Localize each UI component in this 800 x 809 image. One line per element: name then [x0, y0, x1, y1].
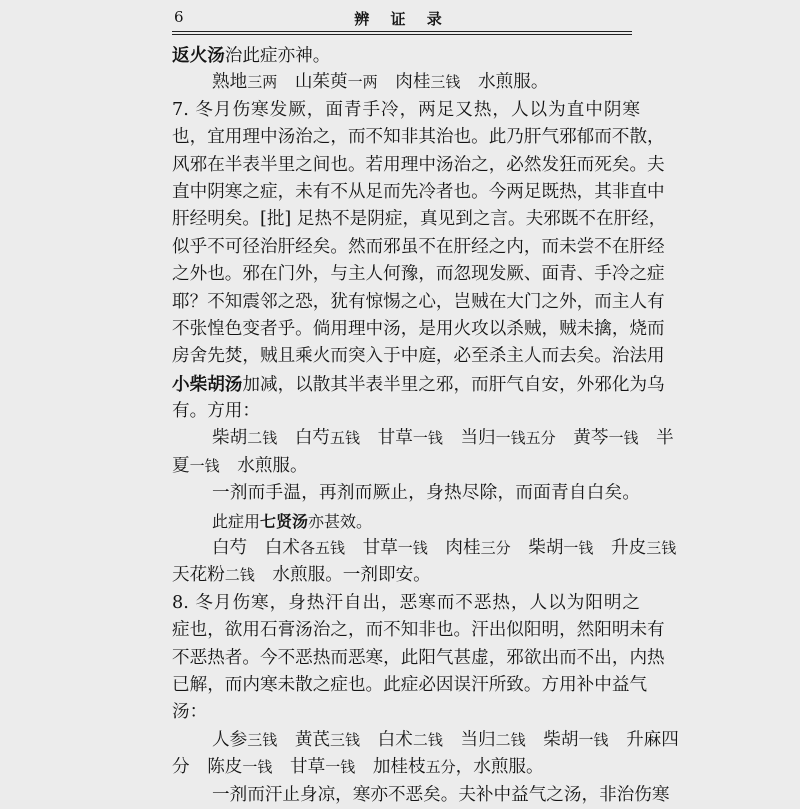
text-line: 之外也。邪在门外，与主人何豫，而忽现发厥、面青、手冷之症 [172, 264, 665, 285]
header-rule-top [172, 31, 632, 32]
text-line: 人参三钱 黄芪三钱 白术二钱 当归二钱 柴胡一钱 升麻四 [212, 729, 679, 750]
text-line: 直中阴寒之症，未有不从足而先冷者也。今两足既热，其非直中 [172, 181, 665, 202]
text-line: 一剂而汗止身凉，寒亦不恶矣。夫补中益气之汤，非治伤寒 [212, 784, 670, 805]
text-line: 7. 冬月伤寒发厥，面青手冷，两足又热，人以为直中阴寒 [172, 99, 640, 120]
text-line: 白芍 白术各五钱 甘草一钱 肉桂三分 柴胡一钱 升皮三钱 [212, 538, 677, 559]
text-body [172, 42, 679, 805]
text-line: 已解，而内寒未散之症也。此症必因误汗所致。方用补中益气 [172, 674, 648, 695]
text-line: 汤： [172, 702, 208, 723]
text-line: 熟地三两 山茱萸一两 肉桂三钱 水煎服。 [212, 72, 549, 93]
text-line [172, 371, 665, 398]
text-line: 一剂而手温，再剂而厥止，身热尽除，而面青自白矣。 [212, 483, 640, 504]
text-line: 分 陈皮一钱 甘草一钱 加桂枝五分，水煎服。 [172, 757, 544, 778]
formula-note-text: 治此症亦神。 [224, 46, 331, 66]
page-header [172, 6, 632, 28]
running-title: 辨 证 录 [354, 10, 450, 28]
formula-name: 七贤汤 [260, 511, 309, 531]
text-line [172, 42, 640, 69]
text-line [172, 508, 640, 535]
text-line: 肝经明矣。[批] 足热不是阴症，真见到之言。夫邪既不在肝经， [172, 209, 667, 230]
note-prefix: 此症用 [212, 511, 261, 531]
text-line: 似乎不可径治肝经矣。然而邪虽不在肝经之内，而未尝不在肝经 [172, 236, 665, 257]
paragraph-text: 加减，以散其半表半里之邪，而肝气自安，外邪化为乌 [242, 374, 665, 395]
text-line: 天花粉二钱 水煎服。一剂即安。 [172, 565, 431, 586]
text-line: 房舍先焚，贼且乘火而突入于中庭，必至杀主人而去矣。治法用 [172, 346, 665, 367]
text-line: 不张惶色变者乎。倘用理中汤，是用火攻以杀贼，贼未擒，烧而 [172, 318, 665, 339]
text-line: 8. 冬月伤寒，身热汗自出，恶寒而不恶热，人以为阳明之 [172, 592, 640, 613]
text-line: 风邪在半表半里之间也。若用理中汤治之，必然发狂而死矣。夫 [172, 154, 665, 175]
header-rule-bottom [172, 34, 632, 35]
text-line: 耶？不知震邻之恐，犹有惊惕之心，岂贼在大门之外，而主人有 [172, 291, 665, 312]
text-line: 柴胡二钱 白芍五钱 甘草一钱 当归一钱五分 黄芩一钱 半 [212, 428, 674, 449]
text-line: 也，宜用理中汤治之，而不知非其治也。此乃肝气邪郁而不散， [172, 127, 665, 148]
page-number: 6 [174, 8, 184, 26]
text-line: 症也，欲用石膏汤治之，而不知非也。汗出似阳明，然阳明未有 [172, 620, 665, 641]
formula-name: 返火汤 [172, 45, 225, 66]
text-line: 有。方用： [172, 401, 260, 422]
text-line: 夏一钱 水煎服。 [172, 455, 308, 476]
text-line: 不恶热者。今不恶热而恶寒，此阳气甚虚，邪欲出而不出，内热 [172, 647, 665, 668]
note-suffix: 亦甚效。 [308, 511, 373, 531]
formula-name: 小柴胡汤 [172, 373, 243, 395]
